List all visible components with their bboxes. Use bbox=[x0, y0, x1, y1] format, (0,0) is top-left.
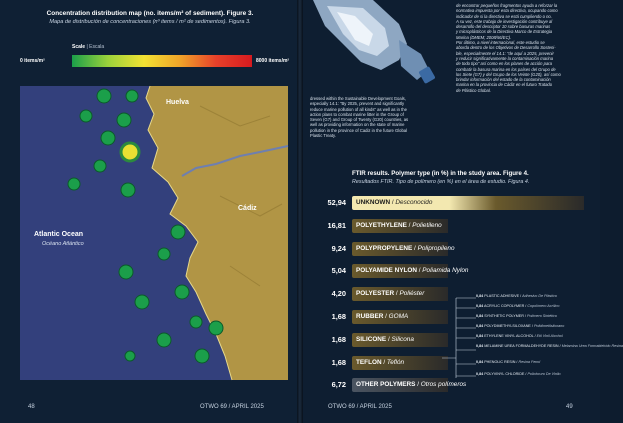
category-name-es: GOMA bbox=[388, 313, 409, 320]
breakdown-value: 0,84 bbox=[476, 360, 484, 364]
breakdown-name: ETHYLENE VINYL ALCOHOL bbox=[484, 334, 534, 338]
bar-category-label: POLYPROPYLENE / Polipropileno bbox=[356, 244, 455, 252]
bar-value-label: 1,68 bbox=[331, 357, 346, 367]
sampling-point bbox=[209, 321, 223, 335]
bar-value-label: 1,68 bbox=[331, 334, 346, 344]
breakdown-name: PHENOLIC RESIN bbox=[484, 360, 516, 364]
sampling-point bbox=[125, 351, 135, 361]
sampling-point bbox=[190, 316, 202, 328]
breakdown-name: POLYDIMETHYLSILOXANE bbox=[484, 324, 531, 328]
sampling-point bbox=[68, 178, 80, 190]
place-label-huelva: Huelva bbox=[166, 99, 189, 106]
place-label-cadiz: Cádiz bbox=[238, 205, 257, 212]
category-name-es: Polipropileno bbox=[417, 244, 455, 252]
category-name-es: Desconocido bbox=[395, 199, 433, 206]
bar-value-label: 6,72 bbox=[331, 380, 346, 390]
sampling-point bbox=[97, 89, 111, 103]
breakdown-value: 0,84 bbox=[476, 324, 484, 328]
right-page bbox=[300, 0, 623, 423]
folio-issue-left: OTWO 69 / APRIL 2025 bbox=[200, 404, 264, 410]
breakdown-value: 0,84 bbox=[476, 304, 484, 308]
breakdown-name-es: Polidimetilsiloxano bbox=[533, 324, 565, 328]
sampling-point bbox=[80, 110, 92, 122]
breakdown-name-es: Melamina Urea Formaldehído Resina bbox=[561, 344, 623, 348]
chart-subtitle: Resultados FTIR. Tipo de polímero (en %) en el área de estudio. Figura 4. bbox=[352, 179, 530, 185]
folio-page-number-right: 49 bbox=[566, 404, 573, 410]
folio-issue-right: OTWO 69 / APRIL 2025 bbox=[328, 404, 392, 410]
breakdown-value: 0,84 bbox=[476, 344, 484, 348]
sampling-point bbox=[195, 349, 209, 363]
left-page bbox=[0, 0, 300, 423]
sampling-point bbox=[126, 90, 138, 102]
plastic-bottle-photo bbox=[303, 0, 443, 96]
breakdown-name: PLASTIC ADHESIVE bbox=[484, 294, 520, 298]
breakdown-value: 0,84 bbox=[476, 314, 484, 318]
sampling-point bbox=[135, 295, 149, 309]
map-figure-subtitle: Mapa de distribución de concentraciones (nº items / m² de sedimentos). Figura 3. bbox=[49, 19, 251, 25]
scale-min-label: 0 items/m² bbox=[20, 58, 45, 64]
scale-max-label: 8000 items/m² bbox=[256, 58, 290, 64]
page-gutter bbox=[297, 0, 303, 423]
category-name-es: Poliéster bbox=[399, 290, 425, 298]
ocean-label-es: Océano Atlántico bbox=[42, 241, 84, 247]
breakdown-value: 0,84 bbox=[476, 294, 484, 298]
bar-value-label: 4,20 bbox=[331, 289, 346, 299]
breakdown-item: 0,84 POLYVINYL CHLORIDE / Policloruro De Vinilo bbox=[476, 372, 561, 376]
category-name-es: Polietileno bbox=[412, 221, 442, 229]
color-scale-bar bbox=[72, 55, 252, 67]
breakdown-name: ACRYLIC COPOLYMER bbox=[484, 304, 525, 308]
sampling-point bbox=[117, 113, 131, 127]
category-name-es: Poliamida Nylon bbox=[422, 267, 469, 275]
breakdown-item: 0,84 MELAMINE UREA FORMALDEHYDE RESIN / Melamina Urea Formaldehído Resina bbox=[476, 344, 623, 348]
map-figure-title: Concentration distribution map (no. items/m² of sediment). Figure 3. bbox=[46, 10, 254, 17]
category-name: SILICONE bbox=[356, 335, 387, 343]
chart-title: FTIR results. Polymer type (in %) in the study area. Figure 4. bbox=[352, 170, 529, 177]
breakdown-name: POLYVINYL CHLORIDE bbox=[484, 372, 525, 376]
sampling-point bbox=[171, 225, 185, 239]
category-name-es: Teflón bbox=[386, 358, 405, 366]
category-name: OTHER POLYMERS bbox=[356, 381, 416, 389]
category-name-es: Silicona bbox=[391, 335, 414, 343]
bar-category-label: UNKNOWN / Desconocido bbox=[356, 199, 433, 206]
category-name: POLYESTER bbox=[356, 290, 395, 298]
sampling-point bbox=[157, 333, 171, 347]
bar-value-label: 9,24 bbox=[331, 243, 346, 253]
breakdown-item: 0,84 PLASTIC ADHESIVE / Adhesivo De Plástico bbox=[476, 294, 557, 298]
category-name: POLYAMIDE NYLON bbox=[356, 267, 417, 275]
breakdown-item: 0,84 ETHYLENE VINYL ALCOHOL / Etil Vinil Alcohol bbox=[476, 334, 563, 338]
sampling-point bbox=[175, 285, 189, 299]
category-name: TEFLON bbox=[356, 358, 382, 366]
breakdown-name: MELAMINE UREA FORMALDEHYDE RESIN bbox=[484, 344, 559, 348]
bar-category-label: SILICONE / Silicona bbox=[356, 335, 414, 343]
breakdown-value: 0,84 bbox=[476, 334, 484, 338]
breakdown-name-es: Resina Fenol bbox=[518, 360, 541, 364]
article-text-es: de encontrar pequeños fragmentos ayuda a reforzar la normativa impuesta por esta directiva, ocupando como indicador de si la directiva se está cumpliendo o no. A su vez, este trabajo de investigación contribuye al desarrollo del descriptor 10 sobre basuras marinas y microplásticos de la Directiva Marco de Estrategia Marina (DMEM; 2008/56/EC). Por último, a nivel internacional, este estudio se aborda dentro de los Objetivos de Desarrollo Sosteni- ble, especialmente el 14.1: "de aquí a 2025, prevenir y reducir significativamente la contaminación marina de todo tipo" así como en los planes de acción para combatir la basura marina en los países del Grupo de los Siete (G7) y del Grupo de los Veinte (G20), así como brindar información del estado de la contaminación marina en la provincia de Cádiz en el futuro Tratado de Plástico Global. bbox=[456, 3, 561, 93]
category-name: POLYETHYLENE bbox=[356, 221, 407, 229]
bar-value-label: 16,81 bbox=[327, 220, 346, 230]
breakdown-name-es: Copolímero Acrílico bbox=[527, 304, 560, 308]
category-name-es: Otros polímeros bbox=[420, 381, 467, 389]
bar-category-label: RUBBER / GOMA bbox=[356, 313, 409, 320]
bar-value-label: 5,04 bbox=[331, 266, 346, 276]
category-name: UNKNOWN bbox=[356, 199, 391, 206]
breakdown-item: 0,84 ACRYLIC COPOLYMER / Copolímero Acrílico bbox=[476, 304, 560, 308]
breakdown-item: 0,84 PHENOLIC RESIN / Resina Fenol bbox=[476, 360, 541, 364]
bar-category-label: TEFLON / Teflón bbox=[356, 358, 405, 366]
breakdown-name-es: Policloruro De Vinilo bbox=[527, 372, 561, 376]
bar-category-label: POLYETHYLENE / Polietileno bbox=[356, 221, 442, 229]
bar-category-label: POLYESTER / Poliéster bbox=[356, 290, 425, 298]
breakdown-name-es: Etil Vinil Alcohol bbox=[536, 334, 563, 338]
bar-value-label: 1,68 bbox=[331, 312, 346, 321]
bar-value-label: 52,94 bbox=[327, 198, 346, 207]
scale-label: Scale | Escala bbox=[72, 44, 105, 50]
breakdown-item: 0,84 SYNTHETIC POLYMER / Polímero Sintético bbox=[476, 314, 557, 318]
bar-category-label: OTHER POLYMERS / Otros polímeros bbox=[356, 381, 467, 389]
article-text-en: dressed within the Sustainable Development Goals, especially 14.1: "By 2025, prevent and significantly reduce marine pollution of all kinds" as well as in the action plans to combat marine litter in the Group of Seven (G7) and Group of Twenty (G20) countries, as well as providing information on the state of marine pollution in the province of Cadiz in the future Global Plastic Treaty. bbox=[310, 96, 409, 139]
breakdown-value: 0,84 bbox=[476, 372, 484, 376]
category-name: POLYPROPYLENE bbox=[356, 244, 413, 252]
concentration-map bbox=[20, 86, 288, 380]
sampling-point bbox=[119, 265, 133, 279]
ocean-label: Atlantic Ocean bbox=[34, 231, 84, 238]
breakdown-connector bbox=[440, 292, 480, 382]
breakdown-name-es: Polímero Sintético bbox=[526, 314, 557, 318]
category-name: RUBBER bbox=[356, 313, 384, 320]
sampling-point bbox=[121, 183, 135, 197]
breakdown-name: SYNTHETIC POLYMER bbox=[484, 314, 524, 318]
sampling-point bbox=[101, 131, 115, 145]
sampling-point bbox=[94, 160, 106, 172]
sampling-point bbox=[158, 248, 170, 260]
folio-page-number-left: 48 bbox=[28, 404, 35, 410]
sampling-point-high bbox=[121, 143, 139, 161]
breakdown-item: 0,84 POLYDIMETHYLSILOXANE / Polidimetilsiloxano bbox=[476, 324, 565, 328]
bar-category-label: POLYAMIDE NYLON / Poliamida Nylon bbox=[356, 267, 469, 275]
breakdown-name-es: Adhesivo De Plástico bbox=[522, 294, 557, 298]
